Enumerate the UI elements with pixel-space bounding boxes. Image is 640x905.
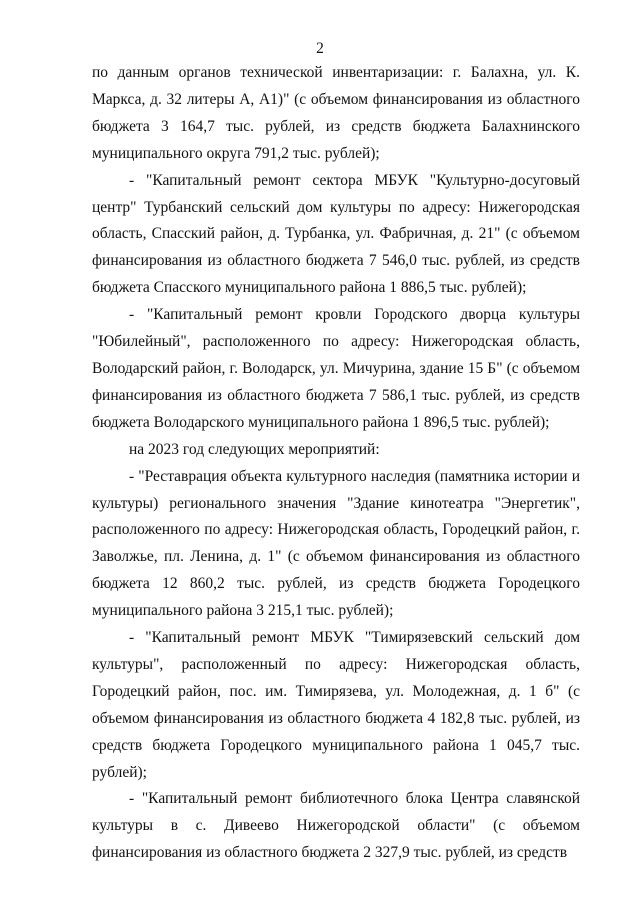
paragraph-energetik-cinema-restoration: - "Реставрация объекта культурного наследия (памятника истории и культуры) регионального значения "Здание кинотеатра "Энергетик", расположенного по адресу: Нижегородская область, Городецкий район, г. Заволжье, пл. Ленина, д. 1" (с объемом финансирования из областного бюджета 12 860,2 тыс. рублей, из средств бюджета Городецкого муниципального района 3 215,1 тыс. рублей);: [92, 467, 580, 620]
page-number: 2: [316, 40, 324, 57]
paragraph-slavic-culture-library-block: - "Капитальный ремонт библиотечного блока Центра славянской культуры в с. Дивеево Нижегородской области" (с объемом финансирования из областного бюджета 2 327,9 тыс. рублей, из средств: [92, 790, 580, 862]
document-body: [92, 60, 580, 867]
paragraph-turbansky-house-of-culture: - "Капитальный ремонт сектора МБУК "Культурно-досуговый центр" Турбанский сельский дом культуры по адресу: Нижегородская область, Спасский район, д. Турбанка, ул. Фабричная, д. 21" (с объемом финансирования из областного бюджета 7 546,0 тыс. рублей, из средств бюджета Спасского муниципального района 1 886,5 тыс. рублей);: [92, 171, 580, 297]
paragraph-balakhna-continuation: по данным органов технической инвентаризации: г. Балахна, ул. К. Маркса, д. 32 литеры А, А1)" (с объемом финансирования из областного бюджета 3 164,7 тыс. рублей, из средств бюджета Балахнинского муниципального округа 791,2 тыс. рублей);: [92, 64, 580, 162]
paragraph-yubileiny-palace-of-culture: - "Капитальный ремонт кровли Городского дворца культуры "Юбилейный", расположенного по адресу: Нижегородская область, Володарский район, г. Володарск, ул. Мичурина, здание 15 Б" (с объемом финансирования из областного бюджета 7 586,1 тыс. рублей, из средств бюджета Володарского муниципального района 1 896,5 тыс. рублей);: [92, 306, 580, 431]
paragraph-year-2023-heading: на 2023 год следующих мероприятий:: [129, 440, 380, 458]
paragraph-timiryazevsky-house-of-culture: - "Капитальный ремонт МБУК "Тимирязевский сельский дом культуры", расположенный по адресу: Нижегородская область, Городецкий район, пос. им. Тимирязева, ул. Молодежная, д. 1 б" (с объемом финансирования из областного бюджета 4 182,8 тыс. рублей, из средств бюджета Городецкого муниципального района 1 045,7 тыс. рублей);: [92, 629, 580, 781]
